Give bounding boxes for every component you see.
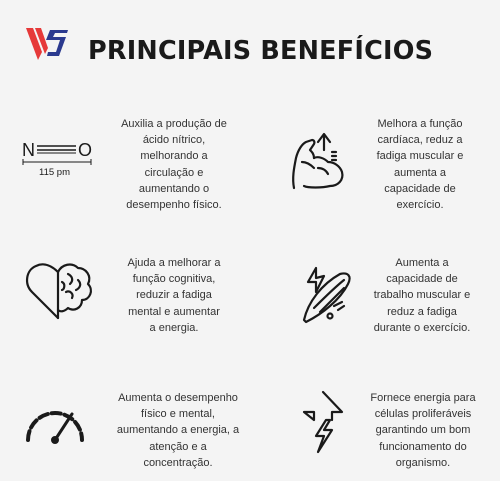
benefit-description: Aumenta o desempenho físico e mental, aumentando a energia, a atenção e a concentração. bbox=[116, 392, 240, 469]
speedometer-gauge-icon bbox=[24, 402, 86, 442]
atom-n-label: N bbox=[22, 140, 35, 160]
benefit-description: Aumenta a capacidade de trabalho muscular e reduz a fadiga durante o exercício. bbox=[373, 257, 471, 334]
atom-o-label: O bbox=[78, 140, 93, 160]
benefit-description: Ajuda a melhorar a função cognitiva, reduzir a fadiga mental e aumentar a energia. bbox=[127, 257, 221, 334]
bond-distance-label: 115 pm bbox=[39, 167, 70, 178]
benefit-description: Fornece energia para células proliferáveis garantindo um bom funcionamento do organismo. bbox=[370, 392, 476, 469]
benefit-description: Melhora a função cardíaca, reduz a fadiga muscular e aumenta a capacidade de exercício. bbox=[376, 118, 464, 212]
nitric-oxide-molecule-icon bbox=[22, 138, 98, 184]
page-title: PRINCIPAIS BENEFÍCIOS bbox=[88, 36, 434, 66]
muscle-lightning-icon bbox=[294, 262, 356, 324]
heart-brain-icon bbox=[24, 260, 94, 320]
benefit-description: Auxilia a produção de ácido nítrico, melhorando a circulação e aumentando o desempenho físico. bbox=[121, 118, 227, 212]
flexed-arm-arrow-up-icon bbox=[288, 128, 352, 192]
vs-logo-icon bbox=[26, 26, 70, 62]
arrow-up-lightning-icon bbox=[300, 390, 346, 454]
